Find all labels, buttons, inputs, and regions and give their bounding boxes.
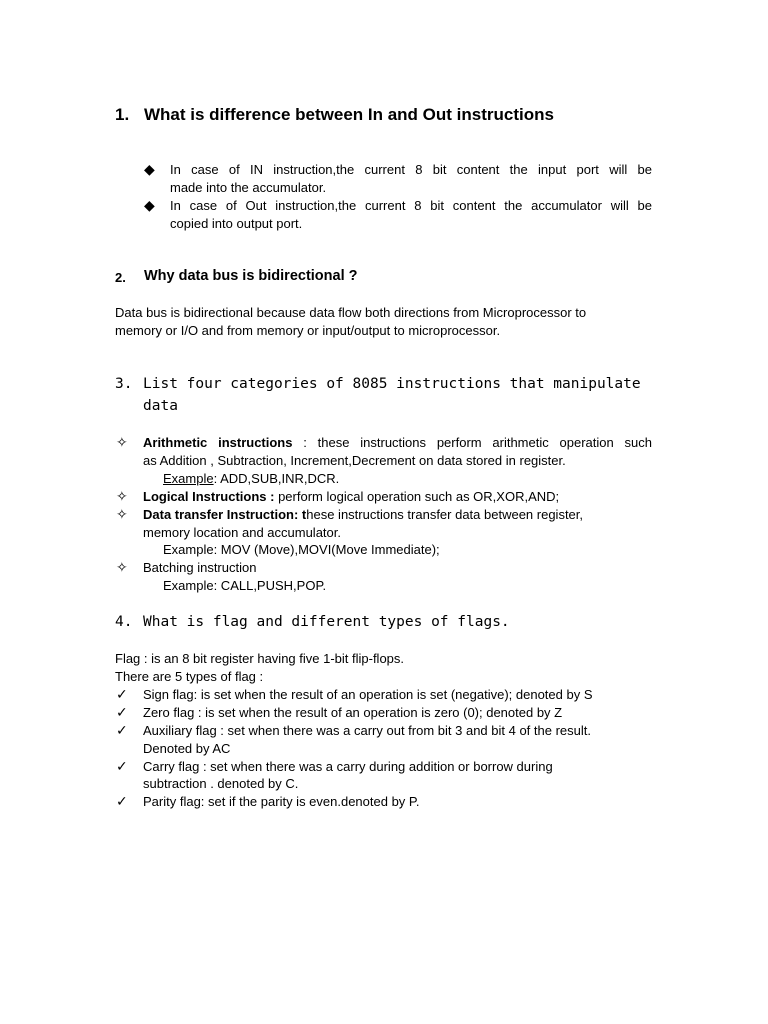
q3-item-3-bold: Data transfer Instruction: t <box>143 507 307 522</box>
q3-number: 3. <box>115 376 133 392</box>
q3-item-3-rest: hese instructions transfer data between register, <box>306 507 584 522</box>
four-point-star-icon: ✧ <box>116 559 128 575</box>
q2-answer-line1: Data bus is bidirectional because data flow both directions from Microprocessor to <box>115 305 587 320</box>
q4-flag-3-line2: Denoted by AC <box>143 741 231 756</box>
q4-flag-1-line1: Sign flag: is set when the result of an operation is set (negative); denoted by S <box>143 687 593 702</box>
q3-item-3-line2: memory location and accumulator. <box>143 525 341 540</box>
q4-number: 4. <box>115 614 133 630</box>
q3-item-1-example-label: Example <box>163 471 214 486</box>
q3-title-line2: data <box>143 398 178 414</box>
q3-item-2-rest: perform logical operation such as OR,XOR,AND; <box>274 489 560 504</box>
q4-flag-3-line1: Auxiliary flag : set when there was a carry out from bit 3 and bit 4 of the result. <box>143 723 591 738</box>
q3-title-line1: List four categories of 8085 instructions that manipulate <box>143 376 641 392</box>
q3-item-4-example: Example: CALL,PUSH,POP. <box>163 578 327 593</box>
four-point-star-icon: ✧ <box>116 488 128 504</box>
q3-item-1-example-rest: : ADD,SUB,INR,DCR. <box>213 471 340 486</box>
q1-bullet-1-line1: In case of IN instruction,the current 8 bit content the input port will be <box>170 162 652 177</box>
q3-item-1-example <box>163 470 339 488</box>
four-point-star-icon: ✧ <box>116 434 128 450</box>
q3-item-2-bold: Logical Instructions : <box>143 489 275 504</box>
q3-item-4-line1: Batching instruction <box>143 560 257 575</box>
q4-flag-2-line1: Zero flag : is set when the result of an operation is zero (0); denoted by Z <box>143 705 563 720</box>
q4-flag-4-line2: subtraction . denoted by C. <box>143 776 299 791</box>
checkmark-icon: ✓ <box>116 722 128 738</box>
q4-intro-line2: There are 5 types of flag : <box>115 669 264 684</box>
checkmark-icon: ✓ <box>116 758 128 774</box>
q2-title: Why data bus is bidirectional ? <box>144 268 358 284</box>
q3-item-2-line1 <box>143 488 559 506</box>
q1-number: 1. <box>115 105 130 124</box>
q3-item-1-bold: Arithmetic instructions <box>143 435 293 450</box>
q4-flag-5-line1: Parity flag: set if the parity is even.denoted by P. <box>143 794 420 809</box>
checkmark-icon: ✓ <box>116 704 128 720</box>
q4-title: What is flag and different types of flags. <box>143 614 510 630</box>
diamond-bullet-icon: ◆ <box>144 197 155 213</box>
q3-item-1-rest: : these instructions perform arithmetic operation such <box>292 435 652 450</box>
q3-item-3-line1 <box>143 506 583 524</box>
q3-item-1-line1 <box>143 434 652 452</box>
q2-answer-line2: memory or I/O and from memory or input/output to microprocessor. <box>115 323 501 338</box>
q1-title: What is difference between In and Out instructions <box>144 105 554 124</box>
q4-flag-4-line1: Carry flag : set when there was a carry during addition or borrow during <box>143 759 553 774</box>
q3-item-3-example: Example: MOV (Move),MOVI(Move Immediate); <box>163 542 440 557</box>
diamond-bullet-icon: ◆ <box>144 161 155 177</box>
q1-bullet-1-line2: made into the accumulator. <box>170 180 327 195</box>
q4-intro-line1: Flag : is an 8 bit register having five 1-bit flip-flops. <box>115 651 405 666</box>
four-point-star-icon: ✧ <box>116 506 128 522</box>
checkmark-icon: ✓ <box>116 793 128 809</box>
q1-bullet-2-line1: In case of Out instruction,the current 8 bit content the accumulator will be <box>170 198 652 213</box>
q2-number: 2. <box>115 270 126 285</box>
q1-bullet-2-line2: copied into output port. <box>170 216 303 231</box>
checkmark-icon: ✓ <box>116 686 128 702</box>
q3-item-1-line2: as Addition , Subtraction, Increment,Decrement on data stored in register. <box>143 453 566 468</box>
